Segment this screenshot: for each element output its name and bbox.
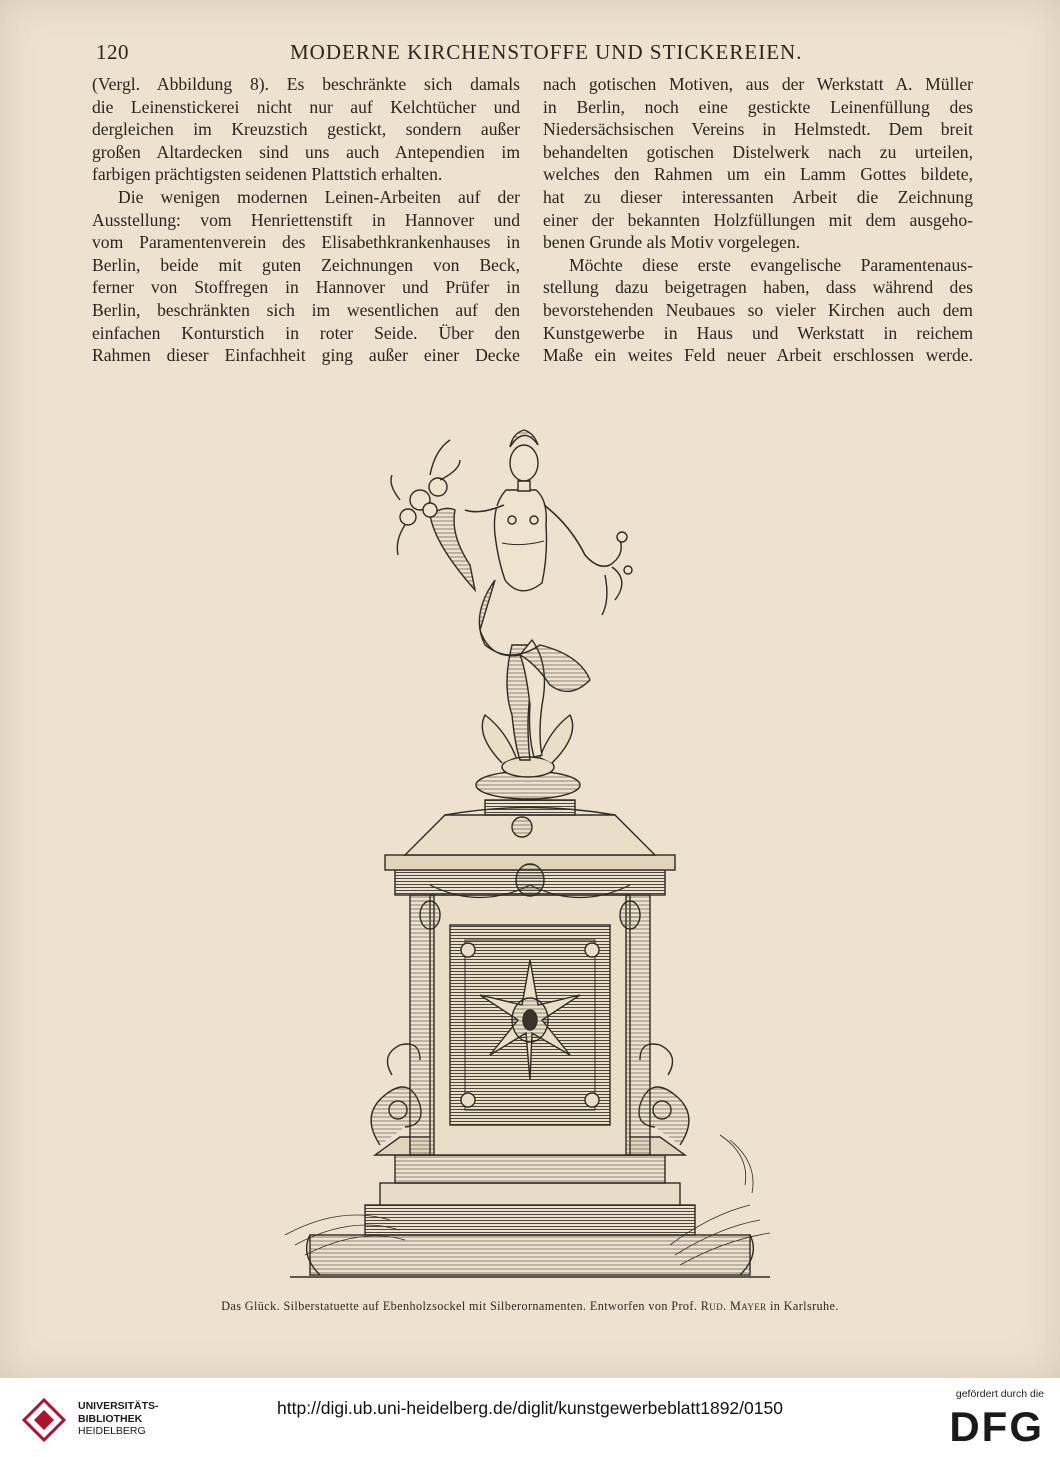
text-line: welches den Rahmen um ein Lamm Gottes bildete, xyxy=(543,164,973,185)
library-line: UNIVERSITÄTS- xyxy=(78,1400,159,1412)
left-text-column xyxy=(92,73,520,367)
text-line: Ausstellung: vom Henriettenstift in Hannover und xyxy=(92,209,520,230)
text-line: dergleichen im Kreuzstich gestickt, sondern außer xyxy=(92,119,520,140)
text-line: Maße ein weites Feld neuer Arbeit erschlossen werde. xyxy=(543,345,973,366)
text-line: Berlin, beide mit guten Zeichnungen von Beck, xyxy=(92,254,520,275)
text-line: nach gotischen Motiven, aus der Werkstatt A. Müller xyxy=(543,74,973,94)
text-line: Niedersächsischen Vereins in Helmstedt. Dem breit xyxy=(543,119,973,140)
library-line: HEIDELBERG xyxy=(78,1425,146,1437)
text-line: bevorstehenden Neubaues so vieler Kirchen auch dem xyxy=(543,299,973,320)
text-line: hat zu dieser interessanten Arbeit die Zeichnung xyxy=(543,186,973,207)
caption-place: in Karlsruhe. xyxy=(766,1299,839,1313)
text-line: großen Altardecken sind uns auch Antependien im xyxy=(92,141,520,162)
caption-text: Das Glück. Silberstatuette auf Ebenholzsockel mit Silberornamenten. Entworfen von Prof. xyxy=(221,1299,701,1313)
text-line: die Leinenstickerei nicht nur auf Kelchtücher und xyxy=(92,96,520,117)
running-title: MODERNE KIRCHENSTOFFE UND STICKEREIEN. xyxy=(290,40,803,64)
library-line: BIBLIOTHEK xyxy=(78,1412,143,1425)
text-line: Berlin, beschränkten sich im wesentlichen auf den xyxy=(92,299,520,320)
text-line: Möchte diese erste evangelische Paramentenaus- xyxy=(569,254,973,275)
text-line: Rahmen dieser Einfachheit ging außer einer Decke xyxy=(92,345,520,366)
text-line: ferner von Stoffregen in Hannover und Prüfer in xyxy=(92,277,520,298)
right-text-column xyxy=(543,73,973,367)
text-line: (Vergl. Abbildung 8). Es beschränkte sich damals xyxy=(92,74,520,94)
text-line: einfachen Konturstich in roter Seide. Über den xyxy=(92,322,520,343)
text-line: Kunstgewerbe in Haus und Werkstatt in reichem xyxy=(543,322,973,343)
text-line: farbigen prächtigsten seidenen Plattstich erhalten. xyxy=(92,164,443,185)
page-number: 120 xyxy=(96,40,129,64)
permalink-url[interactable]: http://digi.ub.uni-heidelberg.de/diglit/kunstgewerbeblatt1892/0150 xyxy=(277,1398,783,1418)
dfg-logo: DFG xyxy=(949,1403,1044,1450)
statuette-engraving xyxy=(280,415,780,1285)
text-line: behandelten gotischen Distelwerk nach zu urteilen, xyxy=(543,141,973,162)
text-line: stellung dazu beigetragen haben, dass während des xyxy=(543,277,973,298)
text-line: benen Grunde als Motiv vorgelegen. xyxy=(543,232,801,253)
funding-note: gefördert durch die xyxy=(955,1388,1044,1400)
fortuna-figure xyxy=(391,430,632,760)
text-line: einer der bekannten Holzfüllungen mit dem ausgeho- xyxy=(543,209,973,230)
figure-caption xyxy=(0,1299,1060,1314)
text-line: vom Paramentenverein des Elisabethkrankenhauses in xyxy=(92,232,520,253)
text-line: Die wenigen modernen Leinen-Arbeiten auf der xyxy=(118,186,520,207)
caption-author: Rud. Mayer xyxy=(700,1299,767,1313)
text-line: in Berlin, noch eine gestickte Leinenfüllung des xyxy=(543,96,973,117)
